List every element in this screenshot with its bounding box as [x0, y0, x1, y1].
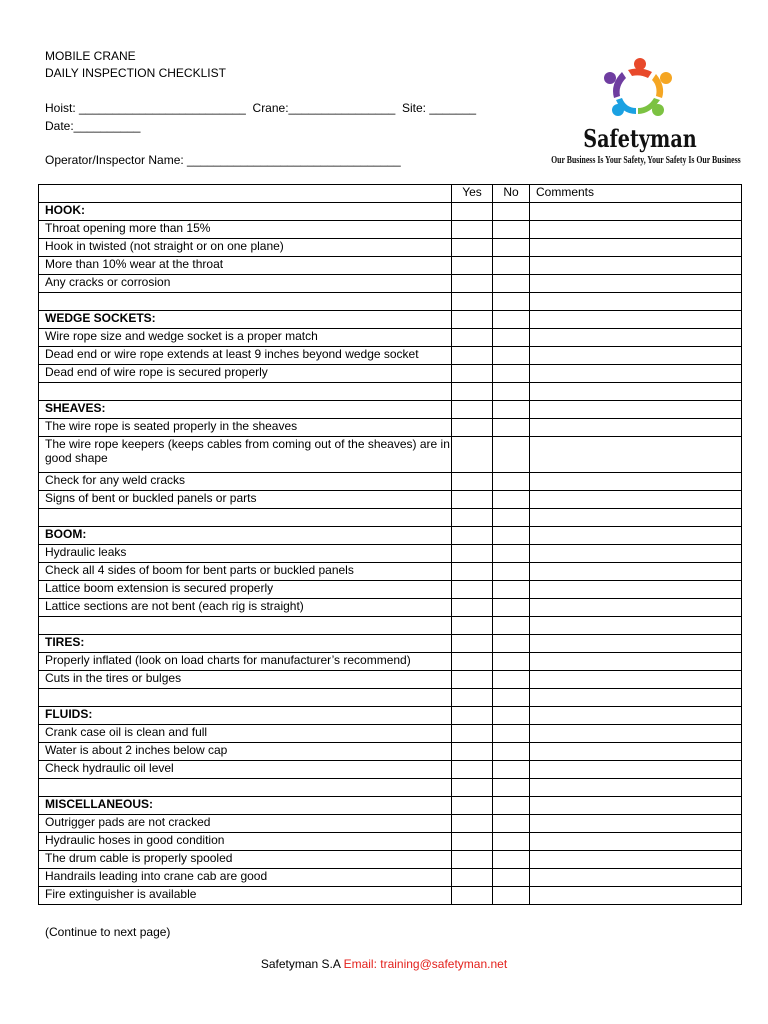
- checklist-row: [39, 257, 742, 275]
- comments-cell[interactable]: [530, 311, 742, 329]
- item-cell: [39, 293, 452, 311]
- item-cell: Check for any weld cracks: [39, 473, 452, 491]
- yes-cell[interactable]: [452, 365, 493, 383]
- comments-column-header: Comments: [530, 185, 742, 203]
- comments-cell[interactable]: [530, 221, 742, 239]
- yes-cell[interactable]: [452, 761, 493, 779]
- checklist-row: [39, 545, 742, 563]
- item-cell: Hydraulic hoses in good condition: [39, 833, 452, 851]
- item-cell: Properly inflated (look on load charts for manufacturer’s recommend): [39, 653, 452, 671]
- yes-cell[interactable]: [452, 581, 493, 599]
- no-cell[interactable]: [493, 275, 530, 293]
- comments-cell[interactable]: [530, 725, 742, 743]
- no-cell[interactable]: [493, 293, 530, 311]
- no-cell[interactable]: [493, 725, 530, 743]
- item-cell: Fire extinguisher is available: [39, 887, 452, 905]
- comments-cell[interactable]: [530, 707, 742, 725]
- yes-cell[interactable]: [452, 275, 493, 293]
- comments-cell[interactable]: [530, 491, 742, 509]
- comments-cell[interactable]: [530, 401, 742, 419]
- no-cell[interactable]: [493, 365, 530, 383]
- item-cell: BOOM:: [39, 527, 452, 545]
- no-cell[interactable]: [493, 815, 530, 833]
- item-cell: FLUIDS:: [39, 707, 452, 725]
- item-cell: The drum cable is properly spooled: [39, 851, 452, 869]
- checklist-row: [39, 365, 742, 383]
- no-cell[interactable]: [493, 869, 530, 887]
- checklist-row: [39, 869, 742, 887]
- item-cell: Dead end or wire rope extends at least 9 inches beyond wedge socket: [39, 347, 452, 365]
- continue-note: (Continue to next page): [45, 925, 171, 939]
- item-cell: Handrails leading into crane cab are good: [39, 869, 452, 887]
- comments-cell[interactable]: [530, 689, 742, 707]
- no-column-header: No: [493, 185, 530, 203]
- item-cell: Outrigger pads are not cracked: [39, 815, 452, 833]
- blank-row: [39, 293, 742, 311]
- yes-cell[interactable]: [452, 527, 493, 545]
- item-cell: Signs of bent or buckled panels or parts: [39, 491, 452, 509]
- yes-cell[interactable]: [452, 689, 493, 707]
- yes-cell[interactable]: [452, 437, 493, 473]
- checklist-row: [39, 563, 742, 581]
- comments-cell[interactable]: [530, 851, 742, 869]
- yes-cell[interactable]: [452, 509, 493, 527]
- operator-name-field: Operator/Inspector Name: ________________________________: [45, 153, 401, 167]
- yes-cell[interactable]: [452, 797, 493, 815]
- yes-cell[interactable]: [452, 329, 493, 347]
- comments-cell[interactable]: [530, 257, 742, 275]
- comments-cell[interactable]: [530, 887, 742, 905]
- no-cell[interactable]: [493, 887, 530, 905]
- item-cell: Crank case oil is clean and full: [39, 725, 452, 743]
- yes-cell[interactable]: [452, 491, 493, 509]
- yes-cell[interactable]: [452, 815, 493, 833]
- checklist-row: [39, 347, 742, 365]
- comments-cell[interactable]: [530, 653, 742, 671]
- checklist-row: [39, 419, 742, 437]
- yes-cell[interactable]: [452, 311, 493, 329]
- item-cell: Check hydraulic oil level: [39, 761, 452, 779]
- no-cell[interactable]: [493, 653, 530, 671]
- footer-email[interactable]: Email: training@safetyman.net: [343, 957, 508, 971]
- yes-cell[interactable]: [452, 239, 493, 257]
- no-cell[interactable]: [493, 509, 530, 527]
- item-cell: The wire rope is seated properly in the sheaves: [39, 419, 452, 437]
- no-cell[interactable]: [493, 761, 530, 779]
- no-cell[interactable]: [493, 743, 530, 761]
- yes-cell[interactable]: [452, 401, 493, 419]
- item-cell: Throat opening more than 15%: [39, 221, 452, 239]
- item-cell: [39, 383, 452, 401]
- comments-cell[interactable]: [530, 203, 742, 221]
- no-cell[interactable]: [493, 779, 530, 797]
- yes-cell[interactable]: [452, 887, 493, 905]
- no-cell[interactable]: [493, 617, 530, 635]
- no-cell[interactable]: [493, 545, 530, 563]
- checklist-row: [39, 833, 742, 851]
- hoist-crane-site-fields: Hoist: _________________________ Crane:________________ Site: _______: [45, 101, 477, 115]
- yes-cell[interactable]: [452, 833, 493, 851]
- comments-cell[interactable]: [530, 635, 742, 653]
- table-header-row: [39, 185, 742, 203]
- comments-cell[interactable]: [530, 671, 742, 689]
- no-cell[interactable]: [493, 833, 530, 851]
- no-cell[interactable]: [493, 473, 530, 491]
- yes-column-header: Yes: [452, 185, 493, 203]
- checklist-row: [39, 851, 742, 869]
- checklist-row: [39, 581, 742, 599]
- comments-cell[interactable]: [530, 419, 742, 437]
- comments-cell[interactable]: [530, 509, 742, 527]
- comments-cell[interactable]: [530, 581, 742, 599]
- checklist-row: [39, 815, 742, 833]
- section-row: [39, 311, 742, 329]
- blank-row: [39, 779, 742, 797]
- yes-cell[interactable]: [452, 599, 493, 617]
- item-cell: The wire rope keepers (keeps cables from coming out of the sheaves) are in good shape: [39, 437, 452, 473]
- yes-cell[interactable]: [452, 869, 493, 887]
- checklist-row: [39, 725, 742, 743]
- blank-row: [39, 689, 742, 707]
- no-cell[interactable]: [493, 797, 530, 815]
- item-cell: Cuts in the tires or bulges: [39, 671, 452, 689]
- yes-cell[interactable]: [452, 779, 493, 797]
- comments-cell[interactable]: [530, 437, 742, 473]
- no-cell[interactable]: [493, 671, 530, 689]
- comments-cell[interactable]: [530, 797, 742, 815]
- yes-cell[interactable]: [452, 293, 493, 311]
- blank-row: [39, 383, 742, 401]
- blank-row: [39, 509, 742, 527]
- checklist-row: [39, 275, 742, 293]
- item-cell: WEDGE SOCKETS:: [39, 311, 452, 329]
- item-cell: TIRES:: [39, 635, 452, 653]
- no-cell[interactable]: [493, 599, 530, 617]
- item-cell: SHEAVES:: [39, 401, 452, 419]
- checklist-row: [39, 743, 742, 761]
- no-cell[interactable]: [493, 419, 530, 437]
- section-row: [39, 203, 742, 221]
- footer-company: Safetyman S.A: [260, 957, 341, 971]
- yes-cell[interactable]: [452, 851, 493, 869]
- comments-cell[interactable]: [530, 347, 742, 365]
- checklist-row: [39, 491, 742, 509]
- date-field: Date:__________: [45, 119, 141, 133]
- checklist-row: [39, 329, 742, 347]
- item-cell: [39, 779, 452, 797]
- no-cell[interactable]: [493, 203, 530, 221]
- yes-cell[interactable]: [452, 545, 493, 563]
- no-cell[interactable]: [493, 563, 530, 581]
- no-cell[interactable]: [493, 527, 530, 545]
- no-cell[interactable]: [493, 581, 530, 599]
- item-column-header: [39, 185, 452, 203]
- item-cell: Dead end of wire rope is secured properly: [39, 365, 452, 383]
- yes-cell[interactable]: [452, 743, 493, 761]
- section-row: [39, 707, 742, 725]
- comments-cell[interactable]: [530, 473, 742, 491]
- item-cell: [39, 689, 452, 707]
- item-cell: Water is about 2 inches below cap: [39, 743, 452, 761]
- item-cell: Lattice boom extension is secured properly: [39, 581, 452, 599]
- yes-cell[interactable]: [452, 653, 493, 671]
- section-row: [39, 401, 742, 419]
- section-row: [39, 527, 742, 545]
- people-circle-logo-icon: [600, 56, 680, 122]
- safetyman-logo: [530, 50, 750, 175]
- comments-cell[interactable]: [530, 779, 742, 797]
- yes-cell[interactable]: [452, 419, 493, 437]
- yes-cell[interactable]: [452, 221, 493, 239]
- yes-cell[interactable]: [452, 707, 493, 725]
- yes-cell[interactable]: [452, 635, 493, 653]
- item-cell: More than 10% wear at the throat: [39, 257, 452, 275]
- item-cell: Lattice sections are not bent (each rig is straight): [39, 599, 452, 617]
- checklist-row: [39, 437, 742, 473]
- no-cell[interactable]: [493, 689, 530, 707]
- comments-cell[interactable]: [530, 293, 742, 311]
- no-cell[interactable]: [493, 239, 530, 257]
- no-cell[interactable]: [493, 347, 530, 365]
- item-cell: Hook in twisted (not straight or on one plane): [39, 239, 452, 257]
- yes-cell[interactable]: [452, 203, 493, 221]
- comments-cell[interactable]: [530, 743, 742, 761]
- checklist-row: [39, 761, 742, 779]
- comments-cell[interactable]: [530, 833, 742, 851]
- item-cell: [39, 509, 452, 527]
- section-row: [39, 635, 742, 653]
- yes-cell[interactable]: [452, 671, 493, 689]
- yes-cell[interactable]: [452, 383, 493, 401]
- no-cell[interactable]: [493, 311, 530, 329]
- checklist-row: [39, 599, 742, 617]
- no-cell[interactable]: [493, 221, 530, 239]
- comments-cell[interactable]: [530, 563, 742, 581]
- comments-cell[interactable]: [530, 869, 742, 887]
- yes-cell[interactable]: [452, 617, 493, 635]
- item-cell: Any cracks or corrosion: [39, 275, 452, 293]
- comments-cell[interactable]: [530, 365, 742, 383]
- item-cell: Check all 4 sides of boom for bent parts or buckled panels: [39, 563, 452, 581]
- no-cell[interactable]: [493, 437, 530, 473]
- comments-cell[interactable]: [530, 815, 742, 833]
- comments-cell[interactable]: [530, 617, 742, 635]
- comments-cell[interactable]: [530, 239, 742, 257]
- document-title-line2: DAILY INSPECTION CHECKLIST: [45, 66, 226, 80]
- comments-cell[interactable]: [530, 761, 742, 779]
- footer: [0, 957, 768, 971]
- item-cell: Wire rope size and wedge socket is a proper match: [39, 329, 452, 347]
- checklist-row: [39, 473, 742, 491]
- no-cell[interactable]: [493, 635, 530, 653]
- no-cell[interactable]: [493, 707, 530, 725]
- yes-cell[interactable]: [452, 563, 493, 581]
- no-cell[interactable]: [493, 329, 530, 347]
- comments-cell[interactable]: [530, 545, 742, 563]
- comments-cell[interactable]: [530, 275, 742, 293]
- yes-cell[interactable]: [452, 473, 493, 491]
- checklist-row: [39, 221, 742, 239]
- item-cell: [39, 617, 452, 635]
- inspection-checklist-table: [38, 184, 742, 905]
- checklist-row: [39, 671, 742, 689]
- item-cell: Hydraulic leaks: [39, 545, 452, 563]
- logo-brand-name: Safetyman: [583, 124, 697, 153]
- blank-row: [39, 617, 742, 635]
- document-title-line1: MOBILE CRANE: [45, 49, 136, 63]
- yes-cell[interactable]: [452, 347, 493, 365]
- no-cell[interactable]: [493, 257, 530, 275]
- logo-tagline: Our Business Is Your Safety, Your Safety Is Our Business: [551, 155, 741, 166]
- comments-cell[interactable]: [530, 383, 742, 401]
- checklist-row: [39, 653, 742, 671]
- checklist-row: [39, 239, 742, 257]
- item-cell: MISCELLANEOUS:: [39, 797, 452, 815]
- section-row: [39, 797, 742, 815]
- checklist-row: [39, 887, 742, 905]
- no-cell[interactable]: [493, 851, 530, 869]
- no-cell[interactable]: [493, 383, 530, 401]
- comments-cell[interactable]: [530, 527, 742, 545]
- comments-cell[interactable]: [530, 329, 742, 347]
- no-cell[interactable]: [493, 491, 530, 509]
- no-cell[interactable]: [493, 401, 530, 419]
- yes-cell[interactable]: [452, 725, 493, 743]
- comments-cell[interactable]: [530, 599, 742, 617]
- yes-cell[interactable]: [452, 257, 493, 275]
- item-cell: HOOK:: [39, 203, 452, 221]
